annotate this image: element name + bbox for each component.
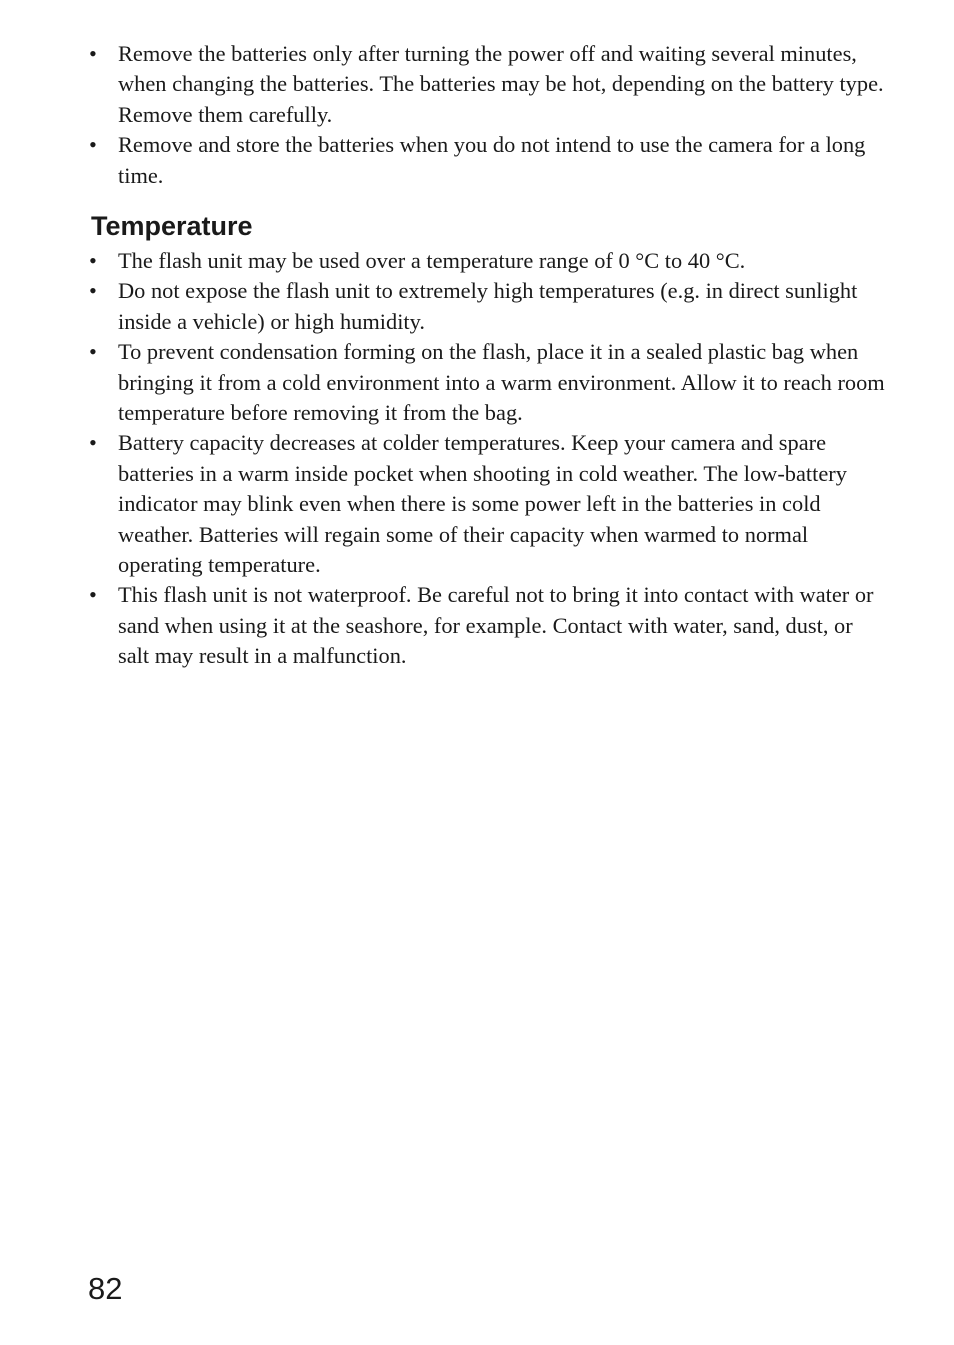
list-item xyxy=(89,130,889,191)
list-item-text: This flash unit is not waterproof. Be careful not to bring it into contact with water or sand when using it at the seashore, for example. Contact with water, sand, dust, or salt may result in a malfunction. xyxy=(118,582,874,669)
list-item xyxy=(89,428,889,580)
list-item xyxy=(89,337,889,428)
list-item-text: Battery capacity decreases at colder temperatures. Keep your camera and spare batteries in a warm inside pocket when shooting in cold weather. The low-battery indicator may blink even when there is some power left in the batteries in cold weather. Batteries will regain some of their capacity when warmed to normal operating temperature. xyxy=(118,430,847,578)
section-heading-temperature: Temperature xyxy=(91,211,253,241)
list-item-text: Do not expose the flash unit to extremely high temperatures (e.g. in direct sunlight inside a vehicle) or high humidity. xyxy=(118,278,858,334)
list-item xyxy=(89,276,889,337)
bullet-marker: • xyxy=(89,430,97,456)
list-item xyxy=(89,39,889,130)
list-item-text: Remove the batteries only after turning the power off and waiting several minutes, when changing the batteries. The batteries may be hot, depending on the battery type. Remove them carefully. xyxy=(118,41,884,127)
bullet-marker: • xyxy=(89,248,97,273)
list-item xyxy=(89,246,889,276)
temperature-bullet-list xyxy=(89,246,889,672)
bullet-marker: • xyxy=(89,132,97,158)
list-item-text: The flash unit may be used over a temperature range of 0 °C to 40 °C. xyxy=(118,248,746,273)
bullet-marker: • xyxy=(89,41,97,66)
list-item xyxy=(89,580,889,671)
page-number: 82 xyxy=(88,1271,123,1306)
list-item-text: To prevent condensation forming on the flash, place it in a sealed plastic bag when bringing it from a cold environment into a warm environment. Allow it to reach room temperature before removing it from the bag. xyxy=(118,339,885,426)
list-item-text: Remove and store the batteries when you do not intend to use the camera for a long time. xyxy=(118,132,866,188)
battery-bullet-list xyxy=(89,39,889,191)
bullet-marker: • xyxy=(89,582,97,608)
bullet-marker: • xyxy=(89,339,97,365)
bullet-marker: • xyxy=(89,278,97,304)
